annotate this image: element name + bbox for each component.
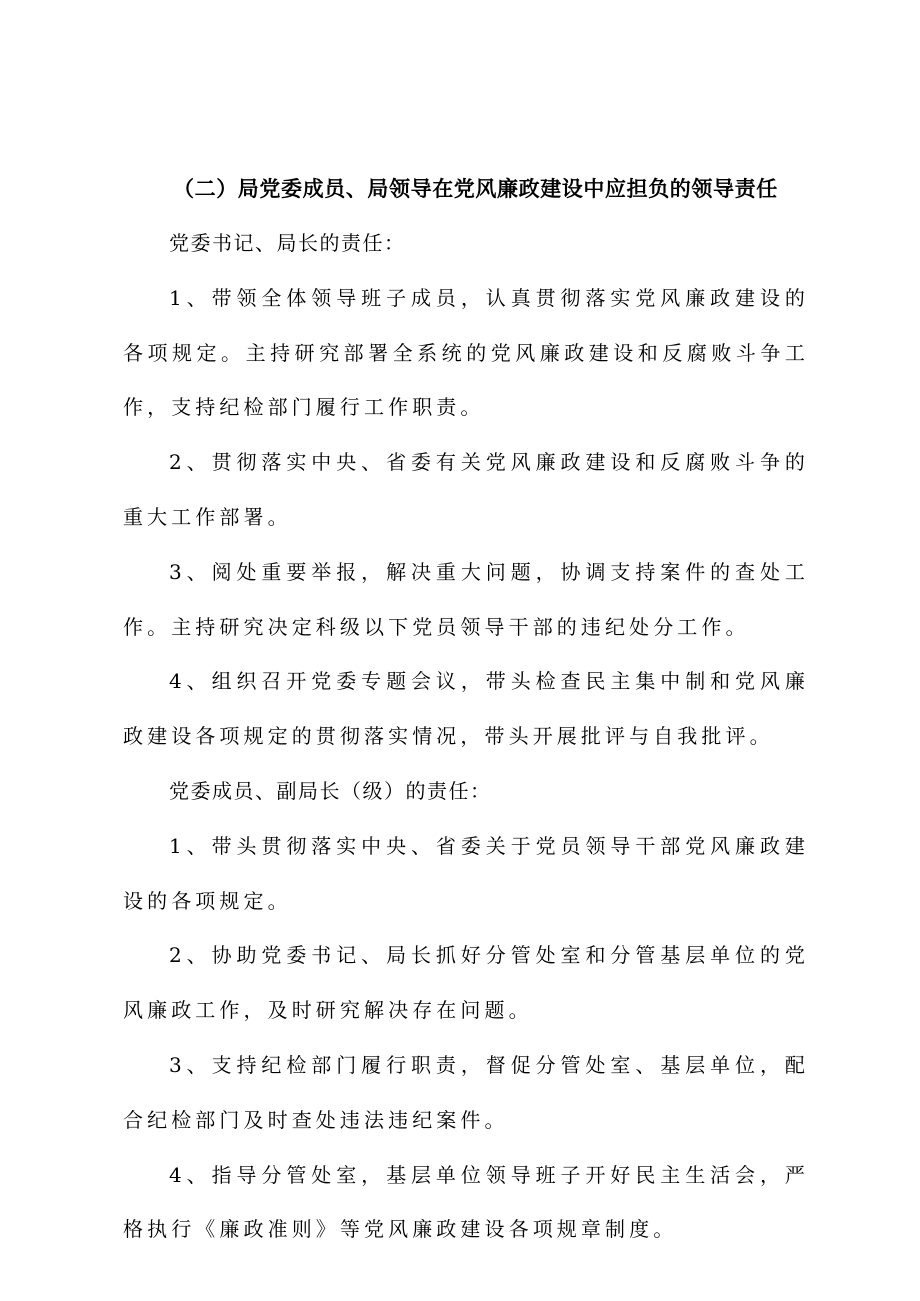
paragraph-secretary-item-3: 3、阅处重要举报，解决重大问题，协调支持案件的查处工作。主持研究决定科级以下党员领导干部的违纪处分工作。: [123, 559, 809, 639]
paragraph-secretary-item-1: 1、带领全体领导班子成员，认真贯彻落实党风廉政建设的各项规定。主持研究部署全系统的党风廉政建设和反腐败斗争工作，支持纪检部门履行工作职责。: [123, 285, 809, 420]
paragraph-member-item-2: 2、协助党委书记、局长抓好分管处室和分管基层单位的党风廉政工作，及时研究解决存在问题。: [123, 943, 809, 1023]
paragraph-member-item-3: 3、支持纪检部门履行职责，督促分管处室、基层单位，配合纪检部门及时查处违法违纪案件。: [123, 1052, 809, 1132]
subheading-member-duties: 党委成员、副局长（级）的责任：: [169, 778, 492, 803]
paragraph-secretary-item-4: 4、组织召开党委专题会议，带头检查民主集中制和党风廉政建设各项规定的贯彻落实情况，带头开展批评与自我批评。: [123, 669, 809, 749]
document-body: [123, 166, 809, 1257]
subheading-secretary-duties: 党委书记、局长的责任：: [169, 231, 406, 255]
paragraph-member-item-4: 4、指导分管处室，基层单位领导班子开好民主生活会，严格执行《廉政准则》等党风廉政建设各项规章制度。: [123, 1162, 809, 1242]
paragraph-secretary-item-2: 2、贯彻落实中央、省委有关党风廉政建设和反腐败斗争的重大工作部署。: [123, 450, 809, 529]
paragraph-member-item-1: 1、带头贯彻落实中央、省委关于党员领导干部党风廉政建设的各项规定。: [123, 833, 809, 913]
section-heading: （二）局党委成员、局领导在党风廉政建设中应担负的领导责任: [173, 176, 778, 201]
